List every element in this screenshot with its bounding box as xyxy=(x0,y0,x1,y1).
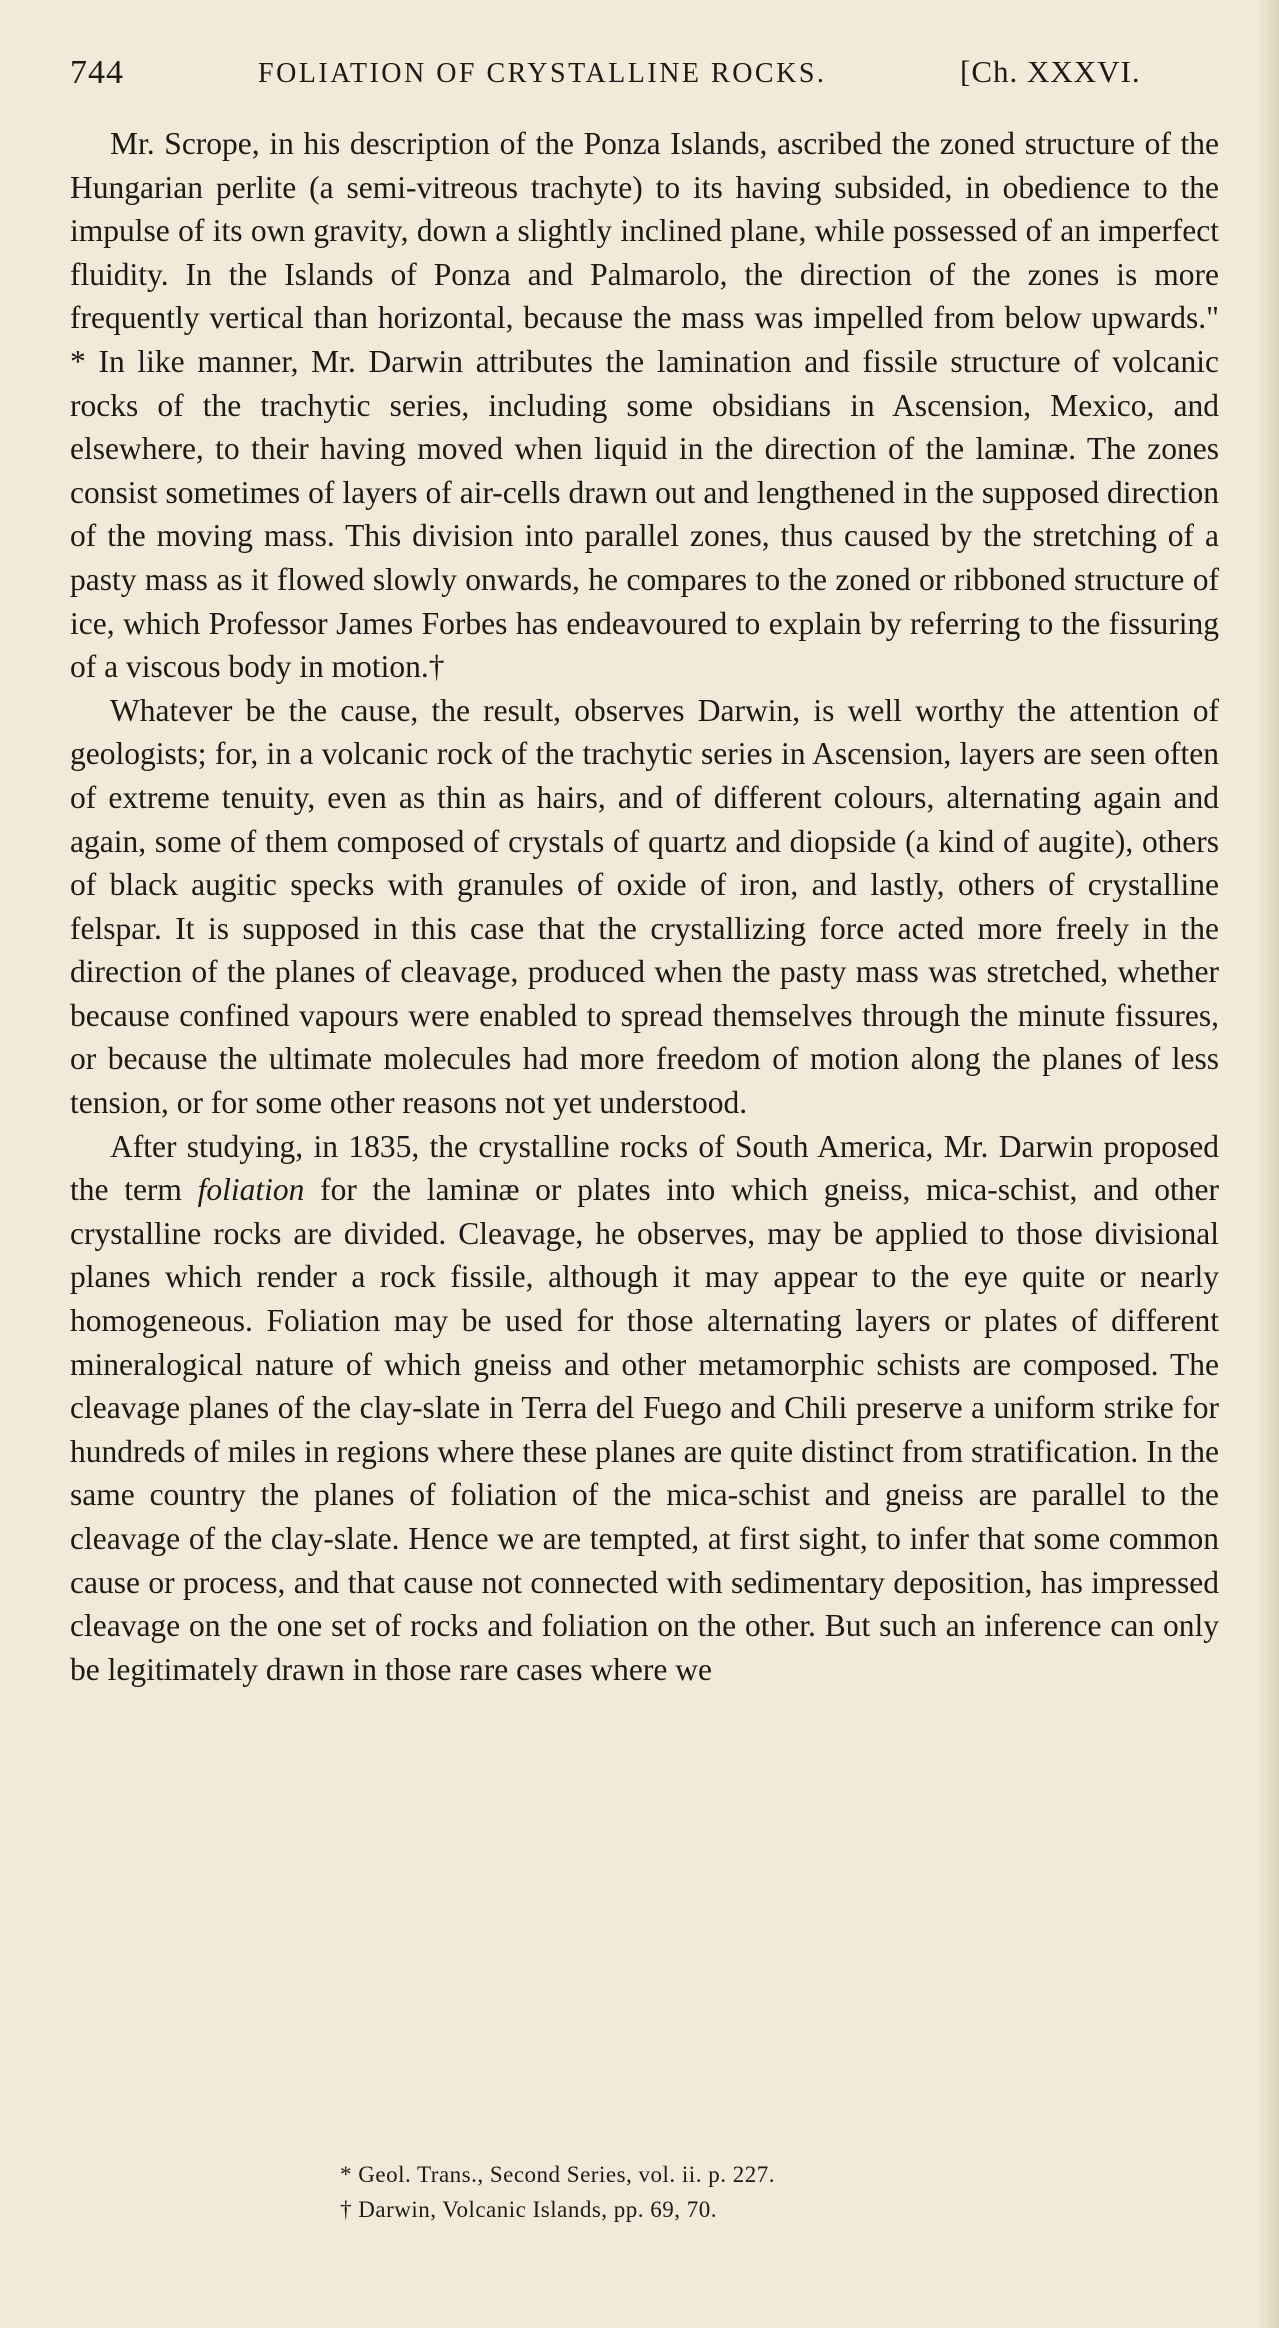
running-header xyxy=(70,50,1219,110)
running-title: FOLIATION OF CRYSTALLINE ROCKS. xyxy=(258,58,827,89)
footnote: † Darwin, Volcanic Islands, pp. 69, 70. xyxy=(340,2197,718,2222)
paragraph-text: Mr. Scrope, in his description of the Ponza Islands, ascribed the zoned structure of the Hungarian perlite (a semi-vitreous trachyte) to its having subsided, in obedience to the impulse of its own gravity, down a slightly inclined plane, while possessed of an imperfect fluidity. In the Islands of Ponza and Palmarolo, the direction of the zones is more frequently vertical than horizontal, because the mass was impelled from below upwards." * In like manner, Mr. Darwin attributes the lamination and fissile structure of volcanic rocks of the trachytic series, including some obsidians in Ascension, Mexico, and elsewhere, to their having moved when liquid in the direction of the laminæ. The zones consist sometimes of layers of air-cells drawn out and lengthened in the supposed direction of the moving mass. This division into parallel zones, thus caused by the stretching of a pasty mass as it flowed slowly onwards, he compares to the zoned or ribboned structure of ice, which Professor James Forbes has endeavoured to explain by referring to the fissuring of a viscous body in motion.† xyxy=(70,126,1219,685)
paragraph-text: Whatever be the cause, the result, observes Darwin, is well worthy the attention of geologists; for, in a volcanic rock of the trachytic series in Ascension, layers are seen often of extreme tenuity, even as thin as hairs, and of different colours, alternating again and again, some of them composed of crystals of quartz and diopside (a kind of augite), others of black augitic specks with granules of oxide of iron, and lastly, others of crystalline felspar. It is supposed in this case that the crystallizing force acted more freely in the direction of the planes of cleavage, produced when the pasty mass was stretched, whether because confined vapours were enabled to spread themselves through the minute fissures, or because the ultimate molecules had more freedom of motion along the planes of less tension, or for some other reasons not yet understood. xyxy=(70,692,1219,1121)
footnotes xyxy=(340,2157,775,2227)
chapter-label: [Ch. XXXVI. xyxy=(960,54,1141,89)
paragraph xyxy=(70,1125,1219,1692)
footnote: * Geol. Trans., Second Series, vol. ii. p. 227. xyxy=(340,2162,775,2187)
page-edge-shadow xyxy=(1257,0,1279,2328)
paragraph-text: After studying, in 1835, the crystalline rocks of South America, Mr. Darwin proposed the term xyxy=(70,1128,1219,1208)
paragraph-text: for the laminæ or plates into which gneiss, mica-schist, and other crystalline rocks are divided. Cleavage, he observes, may be applied to those divisional planes which render a rock fissile, although it may appear to the eye quite or nearly homogeneous. Foliation may be used for those alternating layers or plates of different mineralogical nature of which gneiss and other metamorphic schists are composed. The cleavage planes of the clay-slate in Terra del Fuego and Chili preserve a uniform strike for hundreds of miles in regions where these planes are quite distinct from stratification. In the same country the planes of foliation of the mica-schist and gneiss are parallel to the cleavage of the clay-slate. Hence we are tempted, at first sight, to infer that some common cause or process, and that cause not connected with sedimentary deposition, has impressed cleavage on the one set of rocks and foliation on the other. But such an inference can only be legitimately drawn in those rare cases where we xyxy=(70,1172,1219,1687)
paragraph xyxy=(70,689,1219,1125)
page-number: 744 xyxy=(70,54,124,91)
body-text xyxy=(70,122,1219,1691)
paragraph xyxy=(70,122,1219,689)
italic-term-foliation: foliation xyxy=(197,1172,305,1208)
